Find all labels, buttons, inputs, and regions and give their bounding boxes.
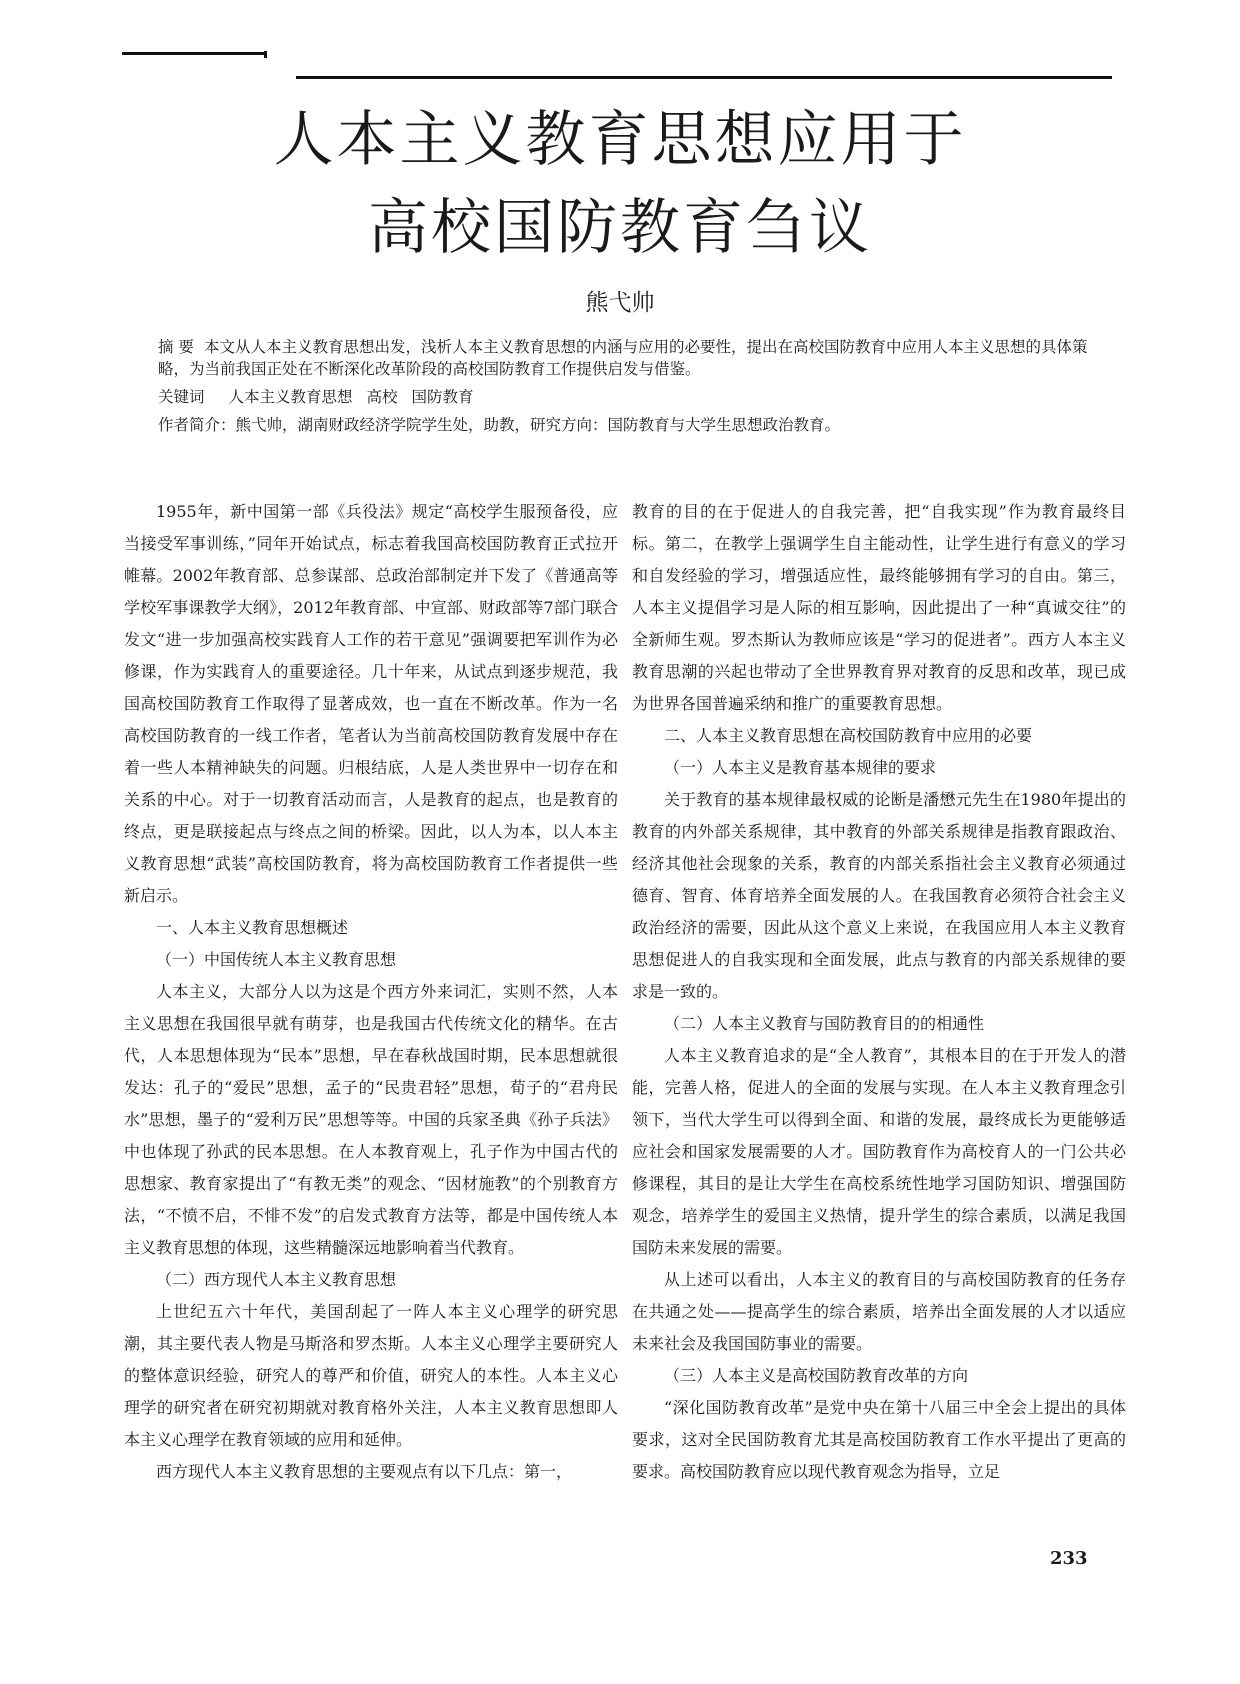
keywords-label: 关键词 [158, 388, 205, 406]
top-left-rule [122, 52, 265, 55]
left-column [124, 496, 618, 1488]
subsection-heading: （三）人本主义是高校国防教育改革的方向 [664, 1366, 969, 1385]
top-title-rule [296, 76, 1112, 79]
abstract-label: 摘 要 [158, 338, 194, 356]
body-paragraph: “深化国防教育改革”是党中央在第十八届三中全会上提出的具体要求，这对全民国防教育尤其是高校国防教育工作水平提出了更高的要求。高校国防教育应以现代教育观念为指导，立足 [632, 1398, 1126, 1481]
body-paragraph: 从上述可以看出，人本主义的教育目的与高校国防教育的任务存在共通之处——提高学生的综合素质，培养出全面发展的人才以适应未来社会及我国国防事业的需要。 [632, 1270, 1126, 1353]
right-column [632, 496, 1126, 1488]
keywords [158, 386, 1098, 408]
author-name: 熊弋帅 [585, 290, 655, 316]
article-title-line-1: 人本主义教育思想应用于 [273, 105, 967, 175]
abstract [158, 336, 1098, 380]
page-number: 233 [1050, 1548, 1088, 1569]
subsection-heading: （一）人本主义是教育基本规律的要求 [664, 758, 937, 777]
subsection-heading: （二）人本主义教育与国防教育目的的相通性 [664, 1014, 985, 1033]
abstract-text: 本文从人本主义教育思想出发，浅析人本主义教育思想的内涵与应用的必要性，提出在高校国防教育中应用人本主义思想的具体策略，为当前我国正处在不断深化改革阶段的高校国防教育工作提供启发与借鉴。 [158, 338, 1088, 378]
keyword-2: 高校 [366, 388, 398, 406]
body-paragraph: 人本主义教育追求的是“全人教育”，其根本目的在于开发人的潜能，完善人格，促进人的全面的发展与实现。在人本主义教育理念引领下，当代大学生可以得到全面、和谐的发展，最终成长为更能够适应社会和国家发展需要的人才。国防教育作为高校育人的一门公共必修课程，其目的是让大学生在高校系统性地学习国防知识、增强国防观念，培养学生的爱国主义热情，提升学生的综合素质，以满足我国国防未来发展的需要。 [632, 1046, 1126, 1257]
body-paragraph: 人本主义，大部分人以为这是个西方外来词汇，实则不然，人本主义思想在我国很早就有萌芽，也是我国古代传统文化的精华。在古代，人本思想体现为“民本”思想，早在春秋战国时期，民本思想就很发达：孔子的“爱民”思想，孟子的“民贵君轻”思想，荀子的“君舟民水”思想，墨子的“爱利万民”思想等等。中国的兵家圣典《孙子兵法》中也体现了孙武的民本思想。在人本教育观上，孔子作为中国古代的思想家、教育家提出了“有教无类”的观念、“因材施教”的个别教育方法，“不愤不启，不悱不发”的启发式教育方法等，都是中国传统人本主义教育思想的体现，这些精髓深远地影响着当代教育。 [124, 982, 618, 1257]
section-heading: 一、人本主义教育思想概述 [156, 918, 349, 937]
body-paragraph: 1955年，新中国第一部《兵役法》规定“高校学生服预备役，应当接受军事训练，”同年开始试点，标志着我国高校国防教育正式拉开帷幕。2002年教育部、总参谋部、总政治部制定并下发了《普通高等学校军事课教学大纲》，2012年教育部、中宣部、财政部等7部门联合发文“进一步加强高校实践育人工作的若干意见”强调要把军训作为必修课，作为实践育人的重要途径。几十年来，从试点到逐步规范，我国高校国防教育工作取得了显著成效，也一直在不断改革。作为一名高校国防教育的一线工作者，笔者认为当前高校国防教育发展中存在着一些人本精神缺失的问题。归根结底，人是人类世界中一切存在和关系的中心。对于一切教育活动而言，人是教育的起点，也是教育的终点，更是联接起点与终点之间的桥梁。因此，以人为本，以人本主义教育思想“武装”高校国防教育，将为高校国防教育工作者提供一些新启示。 [124, 502, 618, 905]
body-paragraph: 西方现代人本主义教育思想的主要观点有以下几点：第一， [156, 1462, 573, 1481]
keyword-3: 国防教育 [411, 388, 474, 406]
top-left-rule-tick [264, 51, 267, 58]
section-heading: 二、人本主义教育思想在高校国防教育中应用的必要 [664, 726, 1033, 745]
body-paragraph-continued: 教育的目的在于促进人的自我完善，把“自我实现”作为教育最终目标。第二，在教学上强调学生自主能动性，让学生进行有意义的学习和自发经验的学习，增强适应性，最终能够拥有学习的自由。第三，人本主义提倡学习是人际的相互影响，因此提出了一种“真诚交往”的全新师生观。罗杰斯认为教师应该是“学习的促进者”。西方人本主义教育思潮的兴起也带动了全世界教育界对教育的反思和改革，现已成为世界各国普遍采纳和推广的重要教育思想。 [632, 502, 1126, 713]
body-paragraph: 上世纪五六十年代，美国刮起了一阵人本主义心理学的研究思潮，其主要代表人物是马斯洛和罗杰斯。人本主义心理学主要研究人的整体意识经验，研究人的尊严和价值，研究人的本性。人本主义心理学的研究者在研究初期就对教育格外关注，人本主义教育思想即人本主义心理学在教育领域的应用和延伸。 [124, 1302, 618, 1449]
subsection-heading: （一）中国传统人本主义教育思想 [156, 950, 397, 969]
author-bio: 作者简介：熊弋帅，湖南财政经济学院学生处，助教，研究方向：国防教育与大学生思想政治教育。 [158, 416, 841, 434]
body-paragraph: 关于教育的基本规律最权威的论断是潘懋元先生在1980年提出的教育的内外部关系规律，其中教育的外部关系规律是指教育跟政治、经济其他社会现象的关系，教育的内部关系指社会主义教育必须通过德育、智育、体育培养全面发展的人。在我国教育必须符合社会主义政治经济的需要，因此从这个意义上来说，在我国应用人本主义教育思想促进人的自我实现和全面发展，此点与教育的内部关系规律的要求是一致的。 [632, 790, 1126, 1001]
keyword-1: 人本主义教育思想 [228, 388, 353, 406]
article-title-line-2: 高校国防教育刍议 [368, 193, 872, 263]
subsection-heading: （二）西方现代人本主义教育思想 [156, 1270, 397, 1289]
